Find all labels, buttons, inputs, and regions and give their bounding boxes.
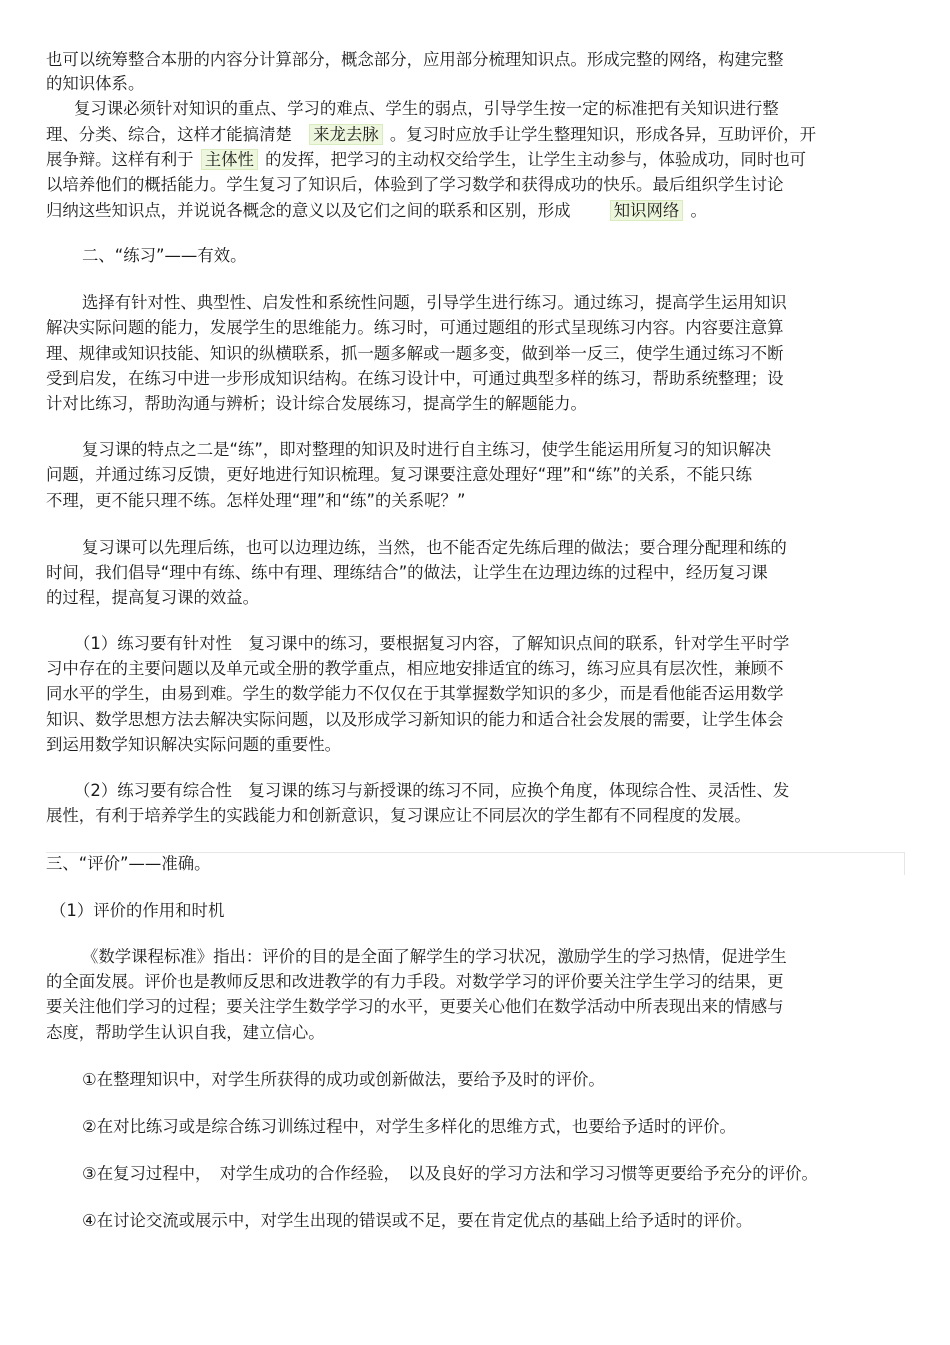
text-line: 复习课必须针对知识的重点、学习的难点、学生的弱点，引导学生按一定的标准把有关知识进行整 xyxy=(74,99,779,118)
text-line: 以培养他们的概括能力。学生复习了知识后，体验到了学习数学和获得成功的快乐。最后组织学生讨论 xyxy=(46,175,784,194)
text-segment: 归纳这些知识点，并说说各概念的意义以及它们之间的联系和区别，形成 xyxy=(46,201,571,220)
list-item: ②在对比练习或是综合练习训练过程中，对学生多样化的思维方式，也要给予适时的评价。 xyxy=(82,1117,736,1136)
text-segment: 的发挥，把学习的主动权交给学生，让学生主动参与，体验成功，同时也可 xyxy=(265,150,807,169)
text-line: 理、规律或知识技能、知识的纵横联系，抓一题多解或一题多变，做到举一反三，使学生通过练习不断 xyxy=(46,344,784,363)
highlighted-term: 来龙去脉 xyxy=(309,124,383,145)
text-line: 复习课可以先理后练，也可以边理边练，当然，也不能否定先练后理的做法；要合理分配理和练的 xyxy=(82,538,787,557)
text-line: 不理，更不能只理不练。怎样处理“理”和“练”的关系呢？” xyxy=(46,491,466,510)
list-item: ①在整理知识中，对学生所获得的成功或创新做法，要给予及时的评价。 xyxy=(82,1070,605,1089)
text-line: （1）练习要有针对性 复习课中的练习，要根据复习内容，了解知识点间的联系，针对学生平时学 xyxy=(74,634,790,653)
text-line: 展性，有利于培养学生的实践能力和创新意识，复习课应让不同层次的学生都有不同程度的发展。 xyxy=(46,806,751,825)
text-line: 的知识体系。 xyxy=(46,74,145,93)
section-heading: 三、“评价”——准确。 xyxy=(46,854,211,873)
text-line: 要关注他们学习的过程；要关注学生数学学习的水平，更要关心他们在数学活动中所表现出来的情感与 xyxy=(46,997,784,1016)
text-line: 选择有针对性、典型性、启发性和系统性问题，引导学生进行练习。通过练习，提高学生运用知识 xyxy=(82,293,787,312)
text-line xyxy=(46,148,806,172)
text-line: （2）练习要有综合性 复习课的练习与新授课的练习不同，应换个角度，体现综合性、灵活性、发 xyxy=(74,781,790,800)
text-line: 复习课的特点之二是“练”，即对整理的知识及时进行自主练习，使学生能运用所复习的知识解决 xyxy=(82,440,771,459)
list-item: ④在讨论交流或展示中，对学生出现的错误或不足，要在肯定优点的基础上给予适时的评价。 xyxy=(82,1211,753,1230)
text-line: 《数学课程标准》指出：评价的目的是全面了解学生的学习状况，激励学生的学习热情，促进学生 xyxy=(82,947,787,966)
text-line: 知识、数学思想方法去解决实际问题，以及形成学习新知识的能力和适合社会发展的需要，让学生体会 xyxy=(46,710,784,729)
text-line xyxy=(46,123,816,147)
section-heading: 二、“练习”——有效。 xyxy=(82,246,247,265)
highlighted-term: 知识网络 xyxy=(610,200,684,221)
text-line: 态度，帮助学生认识自我，建立信心。 xyxy=(46,1023,325,1042)
text-line xyxy=(46,199,707,223)
highlighted-term: 主体性 xyxy=(201,149,258,170)
text-line: 解决实际问题的能力，发展学生的思维能力。练习时，可通过题组的形式呈现练习内容。内容要注意算 xyxy=(46,318,784,337)
text-segment: 展争辩。这样有利于 xyxy=(46,150,194,169)
list-item: ③在复习过程中， 对学生成功的合作经验， 以及良好的学习方法和学习习惯等更要给予充分的评价。 xyxy=(82,1164,818,1183)
text-line: 习中存在的主要问题以及单元或全册的教学重点，相应地安排适宜的练习，练习应具有层次性，兼顾不 xyxy=(46,659,784,678)
text-line: 到运用数学知识解决实际问题的重要性。 xyxy=(46,735,342,754)
text-segment: 。复习时应放手让学生整理知识，形成各异，互助评价，开 xyxy=(389,125,817,144)
text-line: 计对比练习，帮助沟通与辨析；设计综合发展练习，提高学生的解题能力。 xyxy=(46,394,587,413)
text-line: 的过程，提高复习课的效益。 xyxy=(46,588,260,607)
text-line: 问题，并通过练习反馈，更好地进行知识梳理。复习课要注意处理好“理”和“练”的关系，不能只练 xyxy=(46,465,752,484)
text-line: 受到启发，在练习中进一步形成知识结构。在练习设计中，可通过典型多样的练习，帮助系统整理；设 xyxy=(46,369,784,388)
text-line: 的全面发展。评价也是教师反思和改进教学的有力手段。对数学学习的评价要关注学生学习的结果，更 xyxy=(46,972,784,991)
subsection-heading: （1）评价的作用和时机 xyxy=(50,901,225,920)
text-segment: 理、分类、综合，这样才能搞清楚 xyxy=(46,125,292,144)
text-line: 时间，我们倡导“理中有练、练中有理、理练结合”的做法，让学生在边理边练的过程中，经历复习课 xyxy=(46,563,768,582)
text-line: 也可以统筹整合本册的内容分计算部分，概念部分，应用部分梳理知识点。形成完整的网络，构建完整 xyxy=(46,50,784,69)
text-segment: 。 xyxy=(690,201,707,220)
text-line: 同水平的学生，由易到难。学生的数学能力不仅仅在于其掌握数学知识的多少，而是看他能否运用数学 xyxy=(46,684,784,703)
